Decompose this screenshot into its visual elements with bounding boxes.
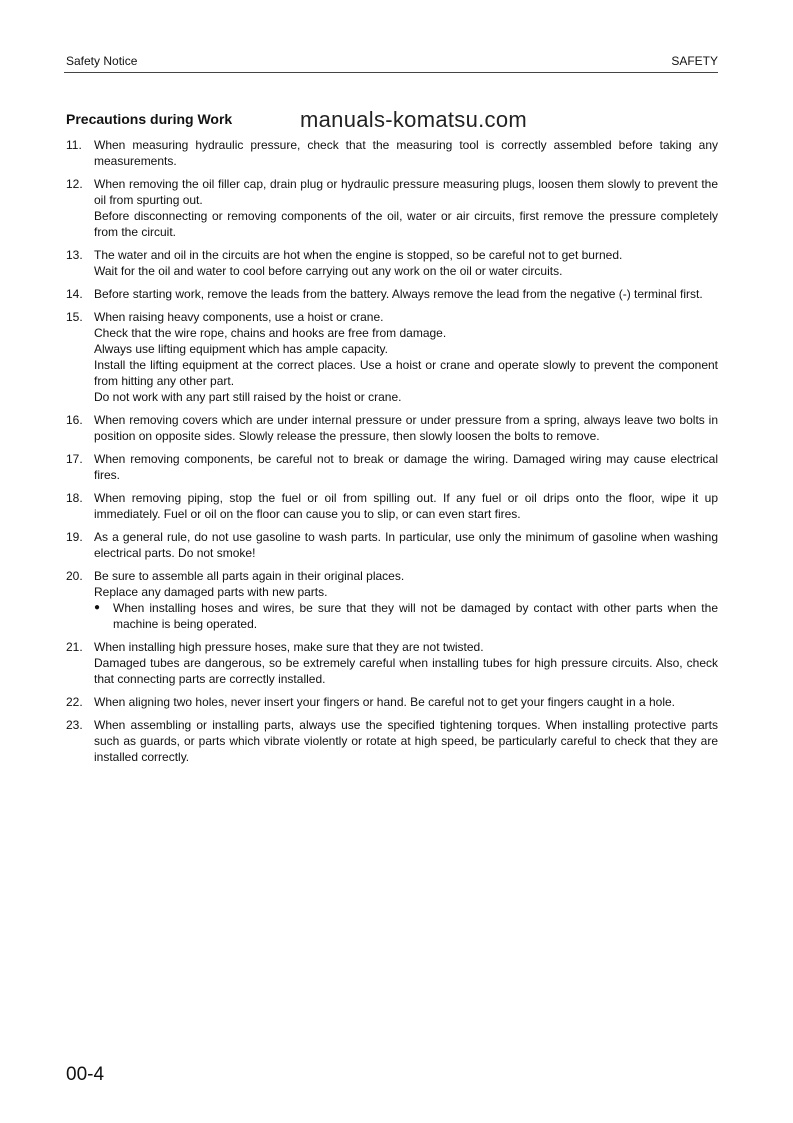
item-number: 21. (66, 640, 83, 654)
item-number: 20. (66, 569, 83, 583)
list-item (66, 176, 718, 240)
item-number: 12. (66, 177, 83, 191)
header-right: SAFETY (671, 54, 718, 68)
page-number: 00-4 (66, 1064, 105, 1085)
header-left: Safety Notice (66, 54, 138, 68)
item-number: 18. (66, 491, 83, 505)
item-text: Replace any damaged parts with new parts. (94, 585, 328, 599)
item-number: 16. (66, 413, 83, 427)
item-text: Before starting work, remove the leads from the battery. Always remove the lead from the negative (-) terminal first. (94, 287, 703, 301)
item-text: As a general rule, do not use gasoline to wash parts. In particular, use only the minimum of gasoline when washing electrical parts. Do not smoke! (94, 530, 718, 560)
item-text: Wait for the oil and water to cool before carrying out any work on the oil or water circuits. (94, 264, 563, 278)
item-text: When measuring hydraulic pressure, check that the measuring tool is correctly assembled before taking any measurements. (94, 138, 718, 168)
item-number: 19. (66, 530, 83, 544)
section-title: Precautions during Work (66, 111, 233, 127)
item-text: When removing piping, stop the fuel or oil from spilling out. If any fuel or oil drips onto the floor, wipe it up immediately. Fuel or oil on the floor can cause you to slip, or can even start fires. (94, 491, 718, 521)
list-item (66, 490, 718, 522)
item-text: Always use lifting equipment which has ample capacity. (94, 342, 388, 356)
item-text: Install the lifting equipment at the correct places. Use a hoist or crane and operate slowly to prevent the component from hitting any other part. (94, 358, 718, 388)
item-number: 17. (66, 452, 83, 466)
list-item (66, 286, 718, 302)
item-number: 22. (66, 695, 83, 709)
watermark: manuals-komatsu.com (300, 107, 527, 132)
item-text: When assembling or installing parts, always use the specified tightening torques. When installing protective parts such as guards, or parts which vibrate violently or rotate at high speed, be particularly careful to check that they are installed correctly. (94, 718, 718, 764)
item-text: When removing components, be careful not to break or damage the wiring. Damaged wiring may cause electrical fires. (94, 452, 718, 482)
list-item (66, 694, 718, 710)
precautions-list (66, 137, 718, 772)
item-text: Check that the wire rope, chains and hooks are free from damage. (94, 326, 447, 340)
item-text: When aligning two holes, never insert your fingers or hand. Be careful not to get your fingers caught in a hole. (94, 695, 676, 709)
list-item (66, 568, 718, 632)
list-item (66, 137, 718, 169)
item-number: 14. (66, 287, 83, 301)
bullet-point: ● When installing hoses and wires, be sure that they will not be damaged by contact with other parts when the machine is being operated. (94, 600, 718, 632)
item-number: 11. (66, 138, 82, 152)
list-item (66, 309, 718, 405)
list-item (66, 247, 718, 279)
list-item (66, 639, 718, 687)
header-divider (64, 72, 718, 73)
list-item (66, 529, 718, 561)
item-text: When removing covers which are under internal pressure or under pressure from a spring, always leave two bolts in position on opposite sides. Slowly release the pressure, then slowly loosen the bolts to remove. (94, 413, 718, 443)
list-item (66, 412, 718, 444)
list-item (66, 717, 718, 765)
item-number: 13. (66, 248, 83, 262)
item-text: When raising heavy components, use a hoist or crane. (94, 310, 384, 324)
list-item (66, 451, 718, 483)
item-number: 23. (66, 718, 83, 732)
item-text: Do not work with any part still raised by the hoist or crane. (94, 390, 402, 404)
item-text: Before disconnecting or removing components of the oil, water or air circuits, first remove the pressure completely from the circuit. (94, 209, 718, 239)
item-text: When installing high pressure hoses, make sure that they are not twisted. (94, 640, 484, 654)
item-text: Damaged tubes are dangerous, so be extremely careful when installing tubes for high pressure circuits. Also, check that connecting parts are correctly installed. (94, 656, 718, 686)
item-number: 15. (66, 310, 83, 324)
item-text: Be sure to assemble all parts again in their original places. (94, 569, 405, 583)
item-text: When removing the oil filler cap, drain plug or hydraulic pressure measuring plugs, loosen them slowly to prevent the oil from spurting out. (94, 177, 718, 207)
item-text: The water and oil in the circuits are hot when the engine is stopped, so be careful not to get burned. (94, 248, 623, 262)
